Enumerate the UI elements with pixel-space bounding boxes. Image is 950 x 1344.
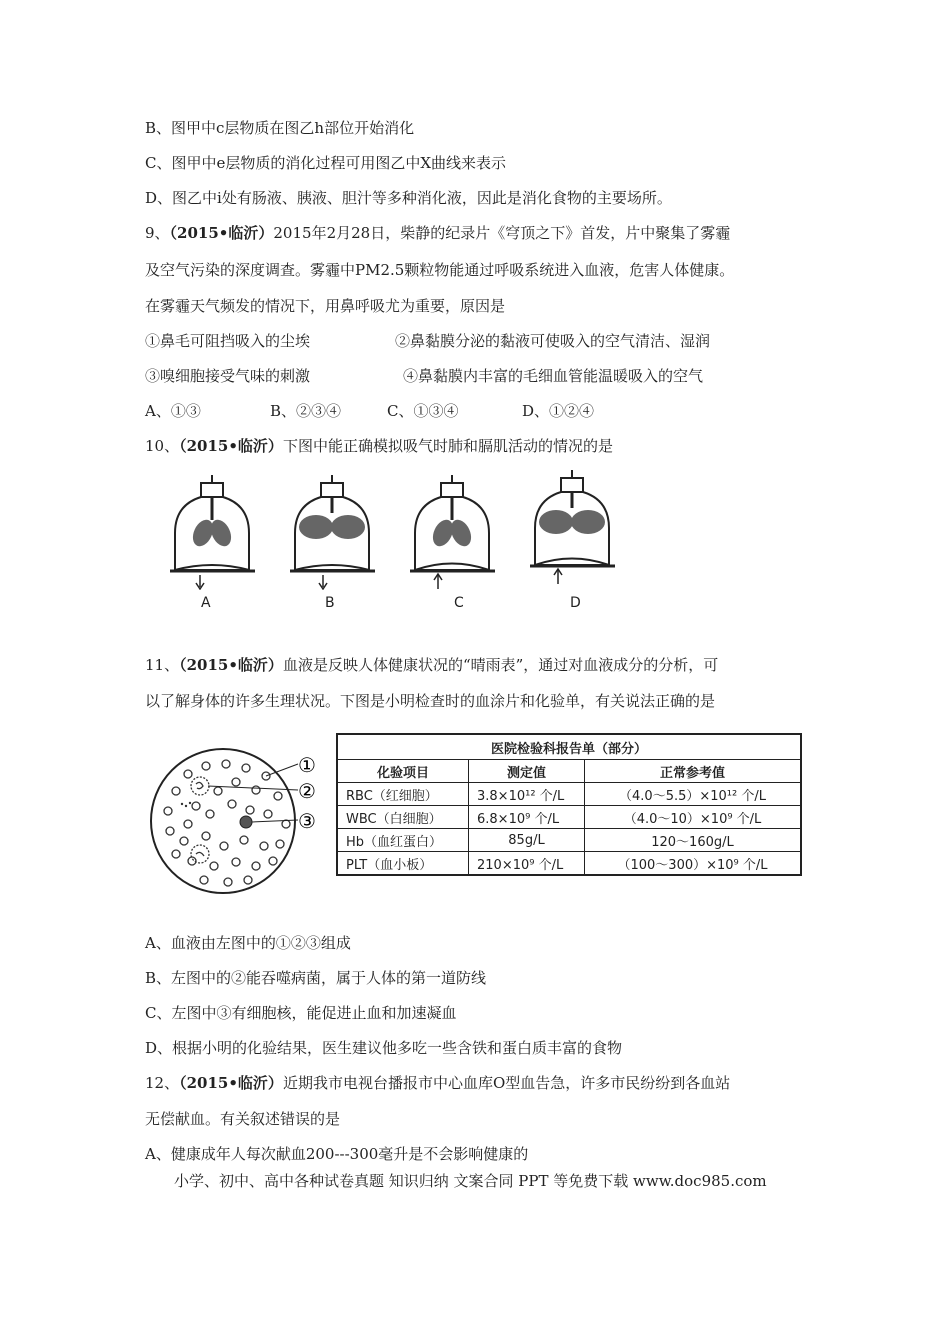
cell-item: WBC（白细胞） bbox=[337, 806, 469, 829]
bell-label-a: A bbox=[201, 595, 211, 611]
cell-ref: 120～160g/L bbox=[585, 829, 802, 852]
question-11 bbox=[145, 655, 718, 675]
blood-label-1: ① bbox=[298, 753, 316, 777]
option-11c: C、左图中③有细胞核，能促进止血和加速凝血 bbox=[145, 1004, 457, 1022]
header-ref: 正常参考值 bbox=[585, 760, 802, 783]
cell-item: PLT（血小板） bbox=[337, 852, 469, 876]
table-row bbox=[337, 829, 801, 852]
question-12-line2: 无偿献血。有关叙述错误的是 bbox=[145, 1110, 341, 1128]
cell-value: 210×10⁹ 个/L bbox=[469, 852, 585, 876]
question-9-line2: 及空气污染的深度调查。雾霾中PM2.5颗粒物能通过呼吸系统进入血液，危害人体健康。 bbox=[145, 261, 735, 279]
blood-label-2: ② bbox=[298, 779, 316, 803]
statement-row-1 bbox=[145, 331, 710, 351]
statement-3: ③嗅细胞接受气味的刺激 bbox=[145, 367, 311, 385]
question-text: 血液是反映人体健康状况的“晴雨表”，通过对血液成分的分析，可 bbox=[282, 656, 719, 674]
option-8c: C、图甲中e层物质的消化过程可用图乙中X曲线来表示 bbox=[145, 154, 507, 172]
header-item: 化验项目 bbox=[337, 760, 469, 783]
page-footer: 小学、初中、高中各种试卷真题 知识归纳 文案合同 PPT 等免费下载 www.doc985.com bbox=[174, 1172, 767, 1190]
table-row bbox=[337, 806, 801, 829]
statement-1: ①鼻毛可阻挡吸入的尘埃 bbox=[145, 332, 311, 350]
bell-jar-c bbox=[405, 475, 500, 590]
question-text: 下图中能正确模拟吸气时肺和膈肌活动的情况的是 bbox=[282, 437, 613, 455]
header-value: 测定值 bbox=[469, 760, 585, 783]
cell-item: Hb（血红蛋白） bbox=[337, 829, 469, 852]
cell-ref: （100～300）×10⁹ 个/L bbox=[585, 852, 802, 876]
blood-smear-diagram bbox=[148, 746, 328, 896]
question-9-line3: 在雾霾天气频发的情况下，用鼻呼吸尤为重要，原因是 bbox=[145, 297, 506, 315]
cell-value: 85g/L bbox=[469, 829, 585, 852]
report-caption: 医院检验科报告单（部分） bbox=[337, 734, 801, 760]
option-8b: B、图甲中c层物质在图乙h部位开始消化 bbox=[145, 119, 415, 137]
bell-jar-d bbox=[525, 470, 620, 590]
question-number: 9、 bbox=[145, 224, 170, 242]
statement-row-2 bbox=[145, 366, 703, 386]
option-9a: A、①③ bbox=[145, 402, 201, 420]
question-text: 近期我市电视台播报市中心血库O型血告急，许多市民纷纷到各血站 bbox=[282, 1074, 731, 1092]
question-number: 11、 bbox=[145, 656, 180, 674]
option-11a: A、血液由左图中的①②③组成 bbox=[145, 934, 351, 952]
question-10 bbox=[145, 436, 613, 456]
option-11b: B、左图中的②能吞噬病菌，属于人体的第一道防线 bbox=[145, 969, 487, 987]
question-number: 12、 bbox=[145, 1074, 180, 1092]
bell-label-b: B bbox=[325, 595, 335, 611]
bell-jar-a bbox=[165, 475, 260, 590]
option-9b: B、②③④ bbox=[270, 402, 342, 420]
table-row bbox=[337, 783, 801, 806]
question-text: 2015年2月28日，柴静的纪录片《穹顶之下》首发，片中聚集了雾霾 bbox=[273, 224, 731, 242]
blood-label-3: ③ bbox=[298, 809, 316, 833]
question-11-line2: 以了解身体的许多生理状况。下图是小明检查时的血涂片和化验单，有关说法正确的是 bbox=[145, 692, 716, 710]
bell-label-c: C bbox=[454, 595, 464, 611]
question-source: （2015•临沂） bbox=[169, 224, 274, 242]
lab-report-table bbox=[336, 733, 802, 876]
question-source: （2015•临沂） bbox=[179, 1074, 283, 1092]
option-9c: C、①③④ bbox=[387, 402, 459, 420]
cell-value: 3.8×10¹² 个/L bbox=[469, 783, 585, 806]
table-row bbox=[337, 852, 801, 876]
cell-ref: （4.0～10）×10⁹ 个/L bbox=[585, 806, 802, 829]
option-12a: A、健康成年人每次献血200---300毫升是不会影响健康的 bbox=[145, 1145, 529, 1163]
cell-ref: （4.0～5.5）×10¹² 个/L bbox=[585, 783, 802, 806]
statement-4: ④鼻黏膜内丰富的毛细血管能温暖吸入的空气 bbox=[403, 367, 704, 385]
cell-value: 6.8×10⁹ 个/L bbox=[469, 806, 585, 829]
bell-jar-b bbox=[285, 475, 380, 590]
statement-2: ②鼻黏膜分泌的黏液可使吸入的空气清洁、湿润 bbox=[395, 332, 711, 350]
question-source: （2015•临沂） bbox=[179, 437, 283, 455]
bell-label-d: D bbox=[570, 595, 581, 611]
bell-jar-figures bbox=[165, 475, 615, 620]
question-9 bbox=[145, 223, 730, 243]
question-12 bbox=[145, 1073, 730, 1093]
option-9d: D、①②④ bbox=[522, 402, 595, 420]
option-11d: D、根据小明的化验结果，医生建议他多吃一些含铁和蛋白质丰富的食物 bbox=[145, 1039, 623, 1057]
question-source: （2015•临沂） bbox=[179, 656, 283, 674]
question-number: 10、 bbox=[145, 437, 180, 455]
option-8d: D、图乙中i处有肠液、胰液、胆汁等多种消化液，因此是消化食物的主要场所。 bbox=[145, 189, 672, 207]
cell-item: RBC（红细胞） bbox=[337, 783, 469, 806]
options-9 bbox=[145, 401, 594, 421]
